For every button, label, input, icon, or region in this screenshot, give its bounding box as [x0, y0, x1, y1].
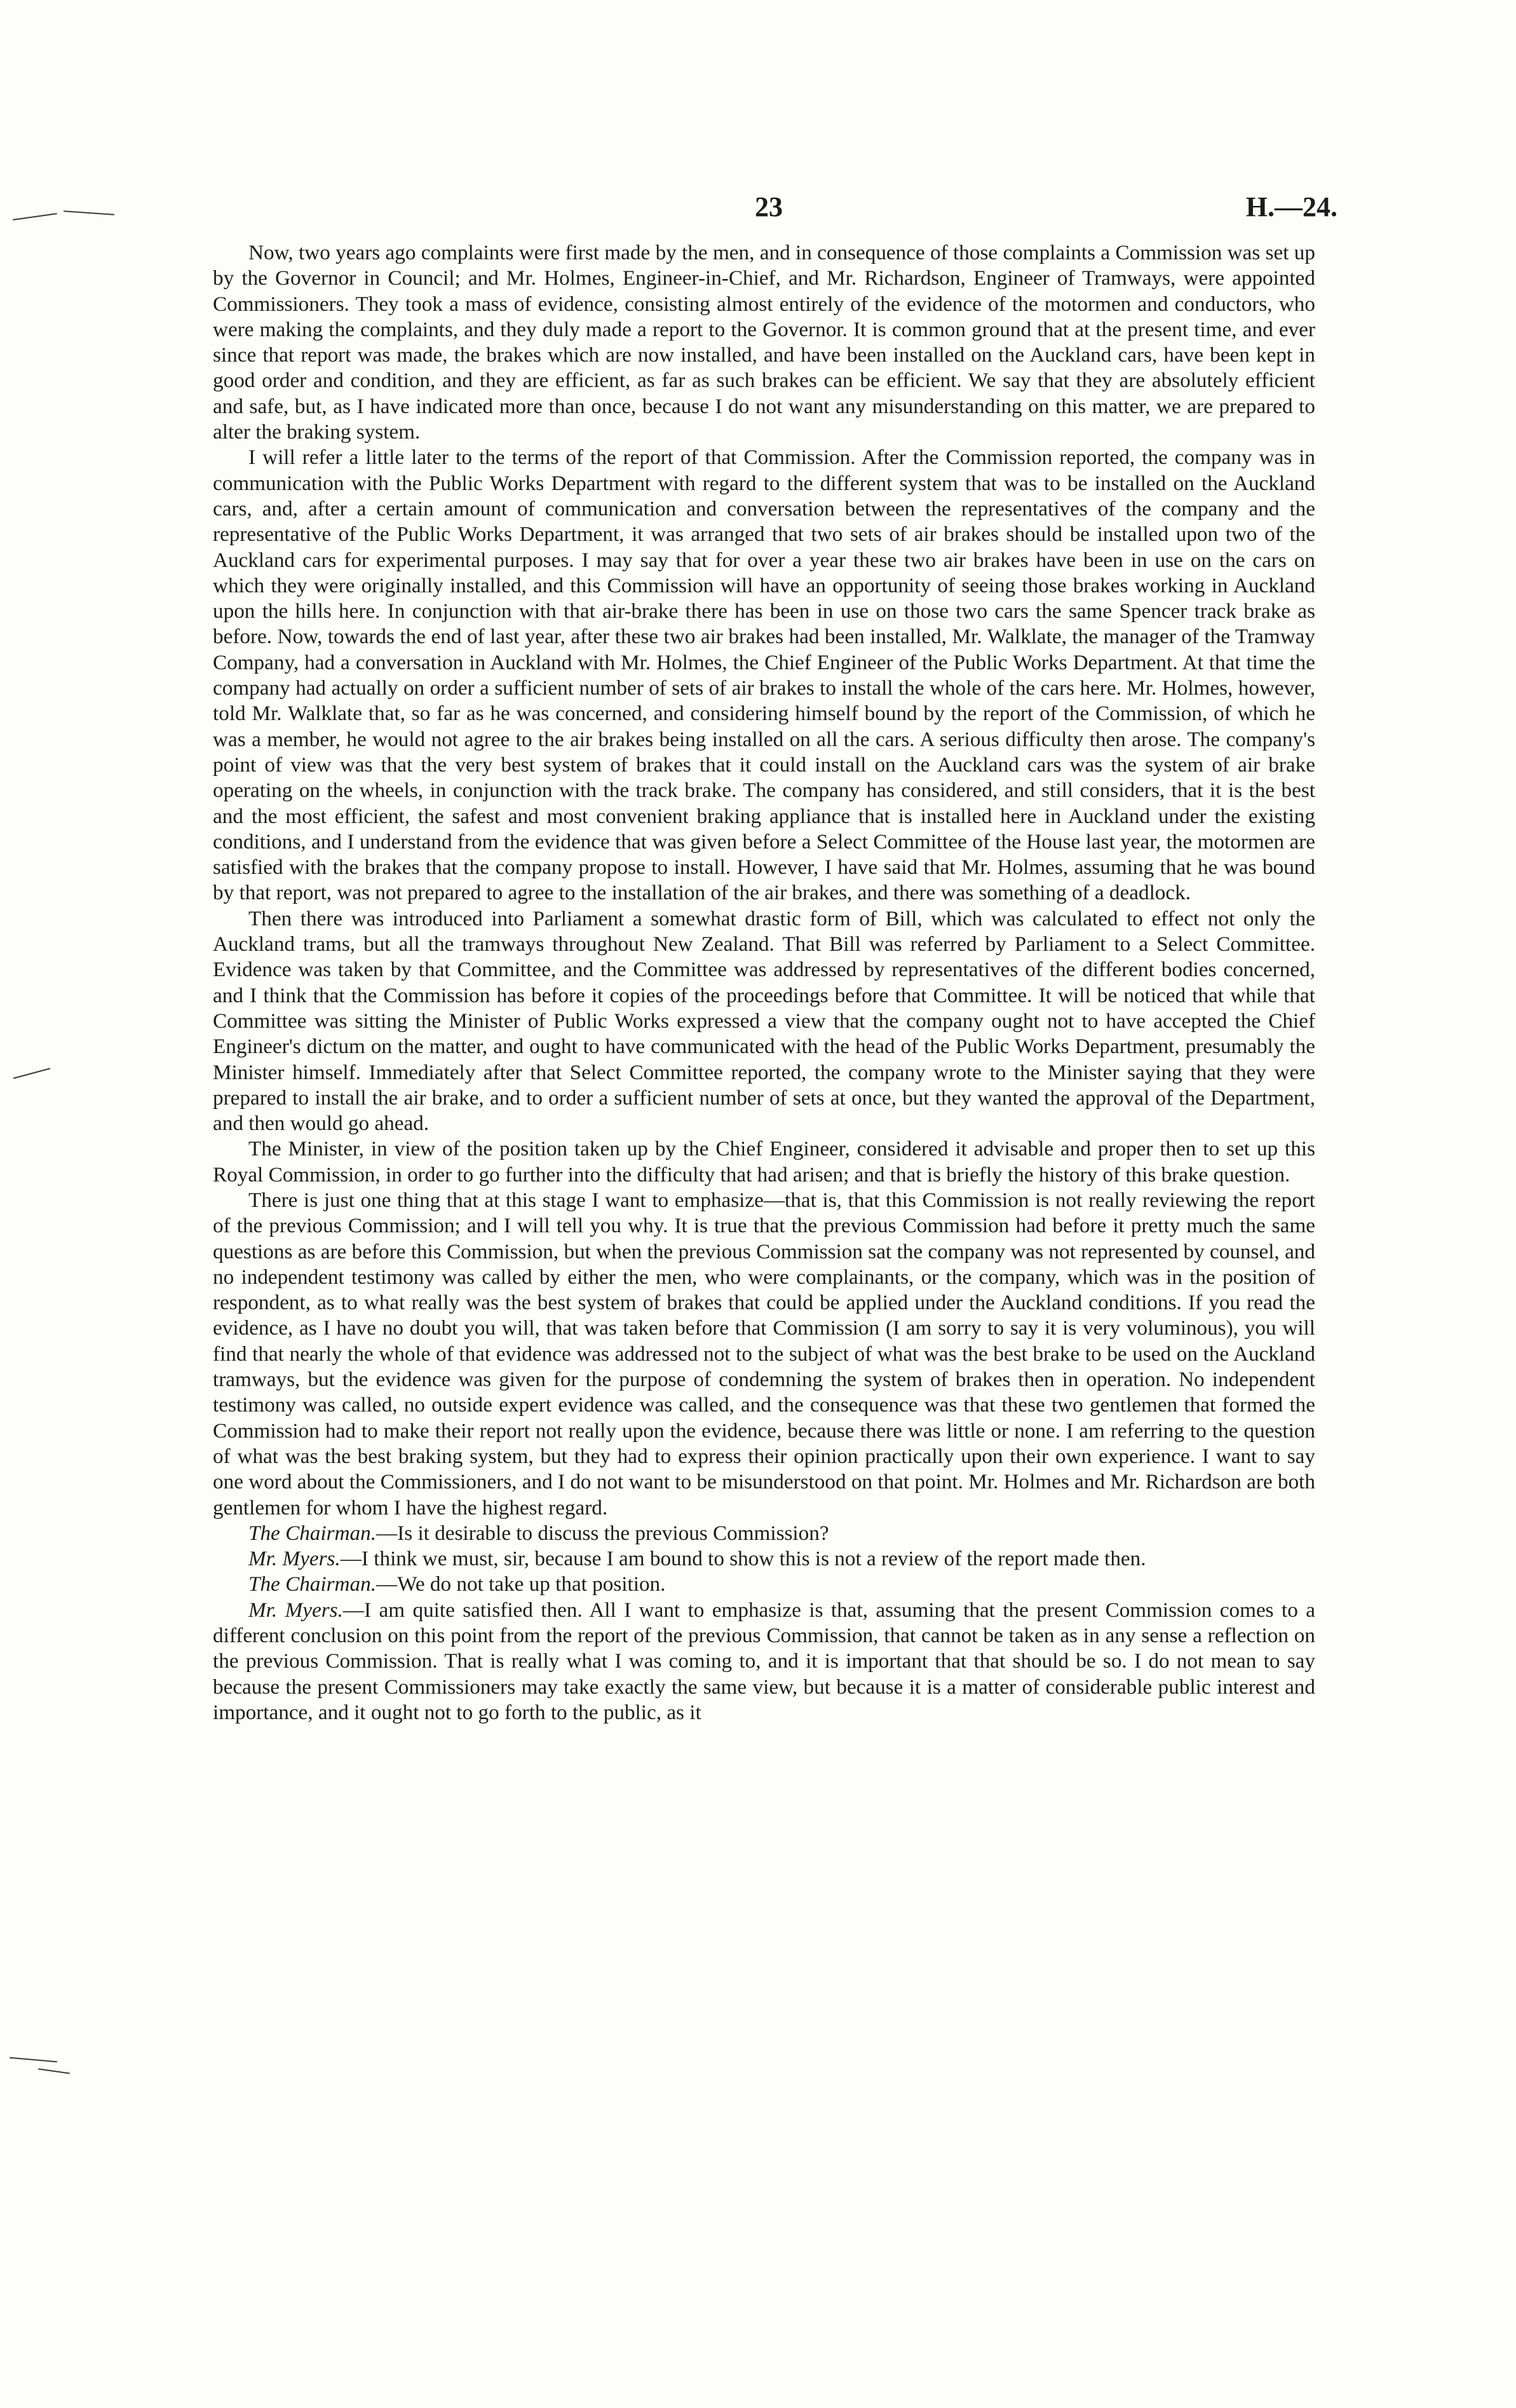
- body-text: [213, 240, 1315, 1725]
- speech-paragraph: [213, 1521, 1315, 1546]
- paragraph-text: I will refer a little later to the terms of the report of that Commission. After the Commission reported, the company was in communication with the Public Works Department with regard to the different system that was to be installed on the Auckland cars, and, after a certain amount of communication and conversation between the representatives of the company and the representative of the Public Works Department, it was arranged that two sets of air brakes should be installed upon two of the Auckland cars for experimental purposes. I may say that for over a year these two air brakes have been in use on the cars on which they were originally installed, and this Commission will have an opportunity of seeing those brakes working in Auckland upon the hills here. In conjunction with that air-brake there has been in use on those two cars the same Spencer track brake as before. Now, towards the end of last year, after these two air brakes had been installed, Mr. Walklate, the manager of the Tramway Company, had a conversation in Auckland with Mr. Holmes, the Chief Engineer of the Public Works Department. At that time the company had actually on order a sufficient number of sets of air brakes to install the whole of the cars here. Mr. Holmes, however, told Mr. Walklate that, so far as he was concerned, and considering himself bound by the report of the Commission, of which he was a member, he would not agree to the air brakes being installed on all the cars. A serious difficulty then arose. The company's point of view was that the very best system of brakes that it could install on the Auckland cars was the system of air brake operating on the wheels, in conjunction with the track brake. The company has considered, and still considers, that it is the best and the most efficient, the safest and most convenient braking appliance that is installed here in Auckland under the existing conditions, and I understand from the evidence that was given before a Select Committee of the House last year, the motormen are satisfied with the brakes that the company propose to install. However, I have said that Mr. Holmes, assuming that he was bound by that report, was not prepared to agree to the installation of the air brakes, and there was something of a deadlock.: [213, 446, 1315, 905]
- margin-mark: [64, 210, 114, 215]
- margin-mark: [38, 2069, 70, 2074]
- paragraph-text: —Is it desirable to discuss the previous Commission?: [376, 1521, 829, 1545]
- paragraph-text: The Minister, in view of the position taken up by the Chief Engineer, considered it advisable and proper then to set up this Royal Commission, in order to go further into the difficulty that had arisen; and that is briefly the history of this brake question.: [213, 1137, 1315, 1187]
- paragraph: [213, 240, 1315, 445]
- paragraph: [213, 1188, 1315, 1521]
- paragraph: [213, 1136, 1315, 1188]
- speaker-name: The Chairman.: [248, 1572, 376, 1596]
- margin-mark: [13, 213, 57, 221]
- speech-paragraph: [213, 1546, 1315, 1572]
- paragraph: [213, 445, 1315, 906]
- speech-paragraph: [213, 1572, 1315, 1597]
- page-number: 23: [755, 191, 783, 222]
- speech-paragraph: [213, 1598, 1315, 1725]
- paragraph: [213, 906, 1315, 1137]
- paragraph-text: Then there was introduced into Parliament a somewhat drastic form of Bill, which was calculated to effect not only the Auckland trams, but all the tramways throughout New Zealand. That Bill was referred by Parliament to a Select Committee. Evidence was taken by that Committee, and the Committee was addressed by representatives of the different bodies concerned, and I think that the Commission has before it copies of the proceedings before that Committee. It will be noticed that while that Committee was sitting the Minister of Public Works expressed a view that the company ought not to have accepted the Chief Engineer's dictum on the matter, and ought to have communicated with the head of the Public Works Department, presumably the Minister himself. Immediately after that Select Committee reported, the company wrote to the Minister saying that they were prepared to install the air brake, and to order a sufficient number of sets at once, but they wanted the approval of the Department, and then would go ahead.: [213, 906, 1315, 1136]
- speaker-name: The Chairman.: [248, 1521, 376, 1545]
- speaker-name: Mr. Myers.: [248, 1598, 343, 1622]
- paragraph-text: —We do not take up that position.: [376, 1572, 666, 1596]
- speaker-name: Mr. Myers.: [248, 1547, 341, 1571]
- paragraph-text: —I think we must, sir, because I am bound to show this is not a review of the report made then.: [340, 1547, 1146, 1571]
- paragraph-text: —I am quite satisfied then. All I want to emphasize is that, assuming that the present Commission comes to a different conclusion on this point from the report of the previous Commission, that cannot be taken as in any sense a reflection on the previous Commission. That is really what I was coming to, and it is important that that should be so. I do not mean to say because the present Commissioners may take exactly the same view, but because it is a matter of considerable public interest and importance, and it ought not to go forth to the public, as it: [213, 1598, 1315, 1724]
- page-header: [213, 191, 1337, 229]
- document-reference: H.—24.: [1245, 191, 1337, 222]
- paragraph-text: Now, two years ago complaints were first made by the men, and in consequence of those complaints a Commission was set up by the Governor in Council; and Mr. Holmes, Engineer-in-Chief, and Mr. Richardson, Engineer of Tramways, were appointed Commissioners. They took a mass of evidence, consisting almost entirely of the evidence of the motormen and conductors, who were making the complaints, and they duly made a report to the Governor. It is common ground that at the present time, and ever since that report was made, the brakes which are now installed, and have been installed on the Auckland cars, have been kept in good order and condition, and they are efficient, as far as such brakes can be efficient. We say that they are absolutely efficient and safe, but, as I have indicated more than once, because I do not want any misunderstanding on this matter, we are prepared to alter the braking system.: [213, 241, 1315, 444]
- margin-mark: [13, 1068, 50, 1078]
- margin-mark: [10, 2057, 57, 2063]
- paragraph-text: There is just one thing that at this stage I want to emphasize—that is, that this Commission is not really reviewing the report of the previous Commission; and I will tell you why. It is true that the previous Commission had before it pretty much the same questions as are before this Commission, but when the previous Commission sat the company was not represented by counsel, and no independent testimony was called by either the men, who were complainants, or the company, which was in the position of respondent, as to what really was the best system of brakes that could be applied under the Auckland conditions. If you read the evidence, as I have no doubt you will, that was taken before that Commission (I am sorry to say it is very voluminous), you will find that nearly the whole of that evidence was addressed not to the subject of what was the best brake to be used on the Auckland tramways, but the evidence was given for the purpose of condemning the system of brakes then in operation. No independent testimony was called, no outside expert evidence was called, and the consequence was that these two gentlemen that formed the Commission had to make their report not really upon the evidence, because there was little or none. I am referring to the question of what was the best braking system, but they had to express their opinion practically upon their own experience. I want to say one word about the Commissioners, and I do not want to be misunderstood on that point. Mr. Holmes and Mr. Richardson are both gentlemen for whom I have the highest regard.: [213, 1188, 1315, 1520]
